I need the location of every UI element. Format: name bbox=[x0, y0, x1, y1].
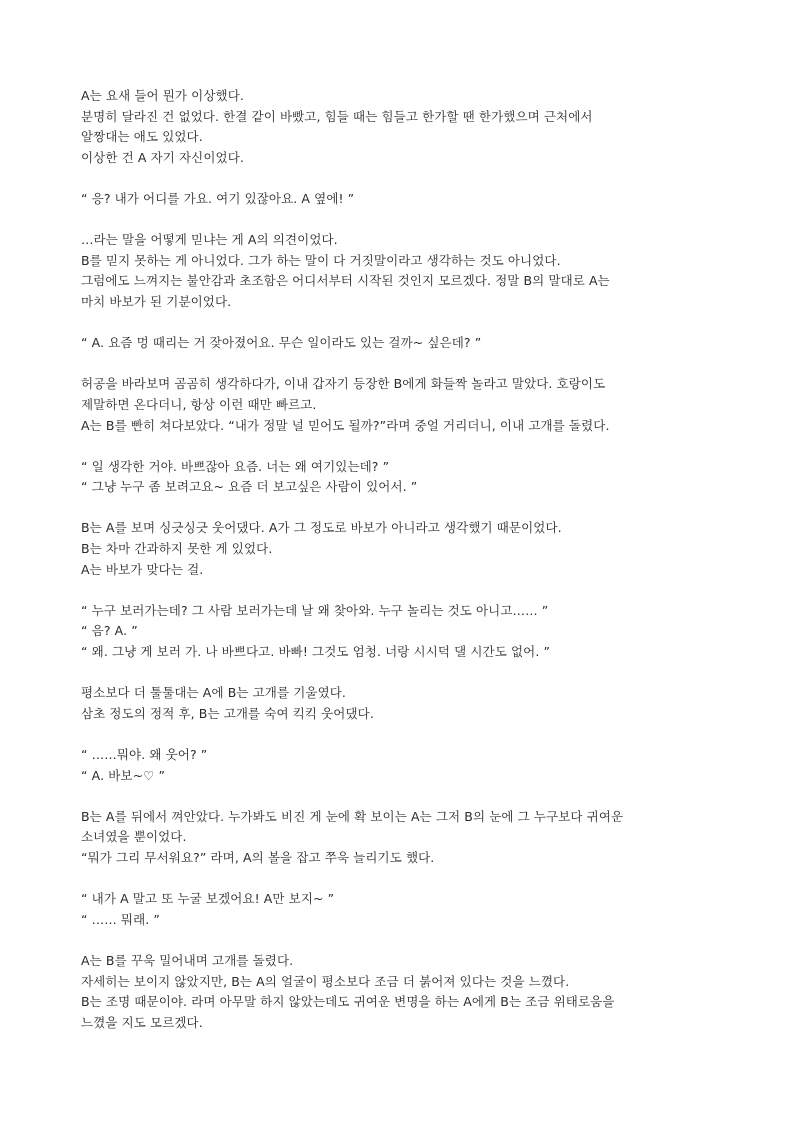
text-line: “ 누구 보러가는데? 그 사람 보러가는데 날 왜 찾아와. 누구 놀리는 것도 아니고…… ” bbox=[81, 602, 549, 618]
text-line: B는 조명 때문이야. 라며 아무말 하지 않았는데도 귀여운 변명을 하는 A에게 B는 조금 위태로움을 bbox=[81, 994, 615, 1010]
text-line: B는 A를 보며 싱긋싱긋 웃어댔다. A가 그 정도로 바보가 아니라고 생각했기 때문이었다. bbox=[81, 520, 562, 536]
blank-line bbox=[81, 498, 706, 519]
blank-line bbox=[81, 724, 706, 745]
text-line: A는 B를 꾸욱 밀어내며 고개를 돌렸다. bbox=[81, 952, 294, 968]
text-line: 삼초 정도의 정적 후, B는 고개를 숙여 킥킥 웃어댔다. bbox=[81, 705, 374, 721]
text-line: A는 바보가 맞다는 걸. bbox=[81, 561, 204, 577]
text-line: 자세히는 보이지 않았지만, B는 A의 얼굴이 평소보다 조금 더 붉어져 있다는 것을 느꼈다. bbox=[81, 973, 570, 989]
text-line: “ 내가 A 말고 또 누굴 보겠어요! A만 보지~ ” bbox=[81, 891, 335, 907]
text-line: A는 B를 빤히 쳐다보았다. “내가 정말 널 믿어도 될까?”라며 중얼 거리더니, 이내 고개를 돌렸다. bbox=[81, 417, 610, 433]
text-line: “ A. 바보~♡ ” bbox=[81, 767, 166, 783]
blank-line bbox=[81, 210, 706, 231]
text-line: 이상한 건 A 자기 자신이었다. bbox=[81, 149, 244, 165]
text-line: “ 응? 내가 어디를 가요. 여기 있잖아요. A 옆에! ” bbox=[81, 190, 355, 206]
text-line: 분명히 달라진 건 없었다. 한결 같이 바빴고, 힘들 때는 힘들고 한가할 땐 한가했으며 근처에서 bbox=[81, 108, 593, 124]
text-line: 알짱대는 애도 있었다. bbox=[81, 129, 203, 145]
text-line: “ 일 생각한 거야. 바쁘잖아 요즘. 너는 왜 여기있는데? ” bbox=[81, 458, 390, 474]
text-line: “ 그냥 누구 좀 보려고요~ 요즘 더 보고싶은 사람이 있어서. ” bbox=[81, 479, 418, 495]
blank-line bbox=[81, 354, 706, 375]
blank-line bbox=[81, 313, 706, 334]
text-line: B를 믿지 못하는 게 아니었다. 그가 하는 말이 다 거짓말이라고 생각하는 것도 아니었다. bbox=[81, 252, 561, 268]
text-line: “ 음? A. ” bbox=[81, 623, 138, 639]
text-line: “ 왜. 그냥 게 보러 가. 나 바쁘다고. 바빠! 그것도 엄청. 너랑 시시덕 댈 시간도 없어. ” bbox=[81, 644, 551, 660]
text-line: …라는 말을 어떻게 믿냐는 게 A의 의견이었다. bbox=[81, 232, 338, 248]
text-line: 소녀였을 뿐이었다. bbox=[81, 829, 187, 845]
text-line: 평소보다 더 툴툴대는 A에 B는 고개를 기울였다. bbox=[81, 685, 346, 701]
blank-line bbox=[81, 436, 706, 457]
text-line: “ ……뭐야. 왜 웃어? ” bbox=[81, 747, 208, 762]
story-text bbox=[81, 86, 706, 1033]
text-line: 허공을 바라보며 곰곰히 생각하다가, 이내 갑자기 등장한 B에게 화들짝 놀라고 말았다. 호랑이도 bbox=[81, 376, 606, 392]
text-line: “ A. 요즘 멍 때리는 거 잦아졌어요. 무슨 일이라도 있는 걸까~ 싶은데? ” bbox=[81, 335, 482, 351]
blank-line bbox=[81, 930, 706, 951]
text-line: 제말하면 온다더니, 항상 이런 때만 빠르고. bbox=[81, 396, 317, 412]
text-line: B는 차마 간과하지 못한 게 있었다. bbox=[81, 541, 273, 557]
blank-line bbox=[81, 663, 706, 684]
blank-line bbox=[81, 580, 706, 601]
text-line: 마치 바보가 된 기분이었다. bbox=[81, 293, 232, 309]
text-line: A는 요새 들어 뭔가 이상했다. bbox=[81, 88, 244, 103]
blank-line bbox=[81, 168, 706, 189]
blank-line bbox=[81, 786, 706, 807]
blank-line bbox=[81, 869, 706, 890]
text-line: 그럼에도 느껴지는 불안감과 초조함은 어디서부터 시작된 것인지 모르겠다. 정말 B의 말대로 A는 bbox=[81, 273, 610, 289]
text-line: “뭐가 그리 무서워요?” 라며, A의 볼을 잡고 쭈욱 늘리기도 했다. bbox=[81, 849, 435, 865]
text-line: 느꼈을 지도 모르겠다. bbox=[81, 1014, 203, 1030]
text-line: B는 A를 뒤에서 껴안았다. 누가봐도 비진 게 눈에 확 보이는 A는 그저 B의 눈에 그 누구보다 귀여운 bbox=[81, 808, 624, 824]
text-line: “ …… 뭐래. ” bbox=[81, 911, 160, 927]
